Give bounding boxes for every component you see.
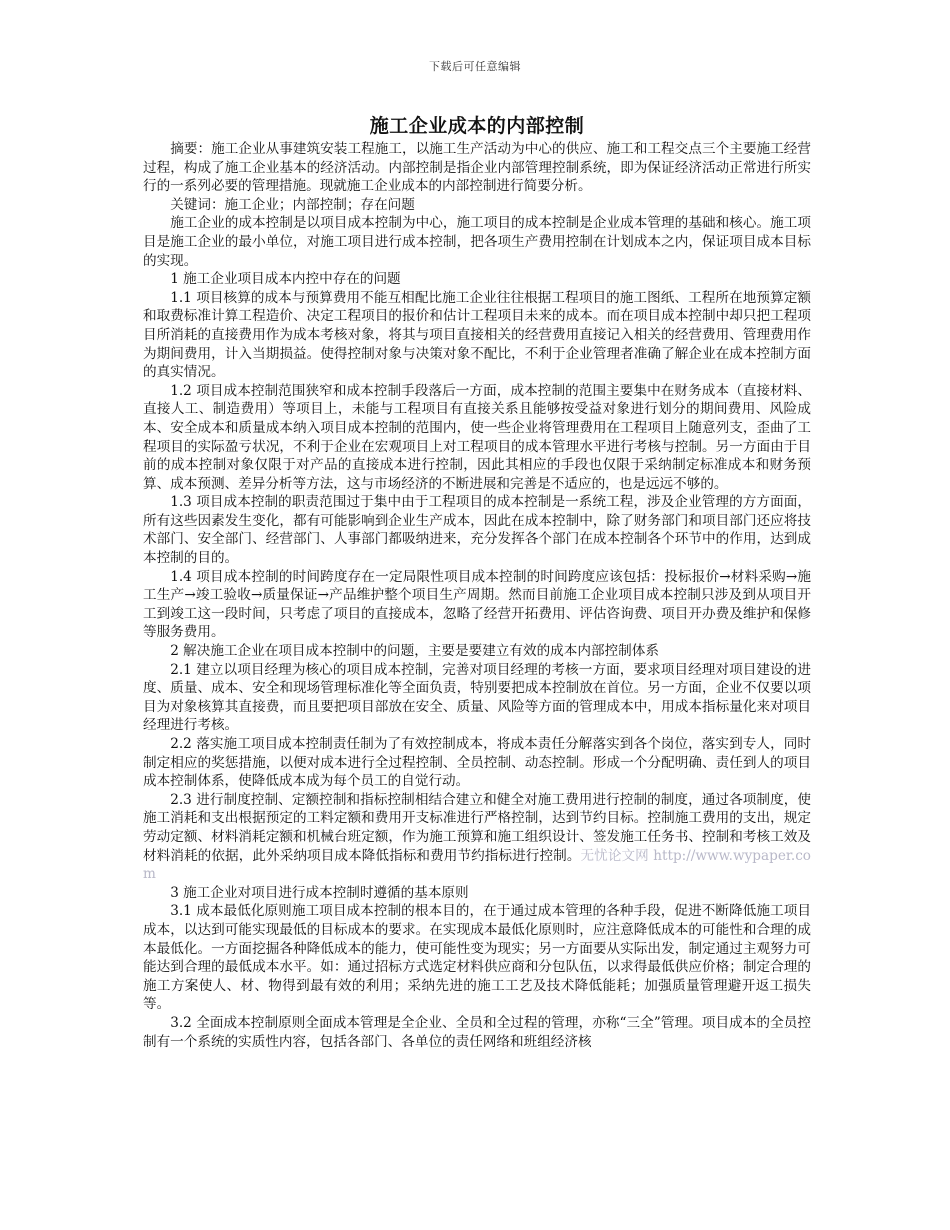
intro-paragraph: 施工企业的成本控制是以项目成本控制为中心，施工项目的成本控制是企业成本管理的基础和核心。施工项目是施工企业的最小单位，对施工项目进行成本控制，把各项生产费用控制在计划成本之内，保证项目成本目标的实现。: [143, 215, 811, 269]
watermark-link[interactable]: 无忧论文网 http://www.wypaper.com: [143, 847, 811, 883]
document-title: 施工企业成本的内部控制: [369, 115, 585, 137]
paragraph-3-2: 3.2 全面成本控制原则全面成本管理是全企业、全员和全过程的管理，亦称“三全”管理。项目成本的全员控制有一个系统的实质性内容，包括各部门、各单位的责任网络和班组经济核: [143, 1014, 811, 1050]
paragraph-1-1: 1.1 项目核算的成本与预算费用不能互相配比施工企业往往根据工程项目的施工图纸、工程所在地预算定额和取费标准计算工程造价、决定工程项目的报价和估计工程项目未来的成本。而在项目成本控制中却只把工程项目所消耗的直接费用作为成本考核对象，将其与项目直接相关的经营费用直接记入相关的经营费用、管理费用作为期间费用，计入当期损益。使得控制对象与决策对象不配比，不利于企业管理者准确了解企业在成本控制方面的真实情况。: [143, 289, 811, 381]
section-heading-3: 3 施工企业对项目进行成本控制时遵循的基本原则: [170, 884, 469, 901]
document-body: [143, 114, 811, 1051]
paragraph-2-1: 2.1 建立以项目经理为核心的项目成本控制，完善对项目经理的考核一方面，要求项目经理对项目建设的进度、质量、成本、安全和现场管理标准化等全面负责，特别要把成本控制放在首位。另一方面，企业不仅要以项目为对象核算其直接费，而且要把项目部放在安全、质量、风险等方面的管理成本中，用成本指标量化来对项目经理进行考核。: [143, 661, 811, 734]
paragraph-2-3-text: 2.3 进行制度控制、定额控制和指标控制相结合建立和健全对施工费用进行控制的制度，通过各项制度，使施工消耗和支出根据预定的工料定额和费用开支标准进行严格控制，达到节约目标。控制施工费用的支出，规定劳动定额、材料消耗定额和机械台班定额，作为施工预算和施工组织设计、签发施工任务书、控制和考核工效及材料消耗的依据，此外采纳项目成本降低指标和费用节约指标进行控制。: [143, 791, 811, 864]
section-heading-2: 2 解决施工企业在项目成本控制中的问题，主要是要建立有效的成本内部控制体系: [170, 643, 659, 660]
paragraph-1-2: 1.2 项目成本控制范围狭窄和成本控制手段落后一方面，成本控制的范围主要集中在财务成本（直接材料、直接人工、制造费用）等项目上，未能与工程项目有直接关系且能够按受益对象进行划分的期间费用、风险成本、安全成本和质量成本纳入项目成本控制的范围内，使一些企业将管理费用在工程项目上随意列支，歪曲了工程项目的实际盈亏状况，不利于企业在宏观项目上对工程项目的成本管理水平进行考核与控制。另一方面由于目前的成本控制对象仅限于对产品的直接成本进行控制，因此其相应的手段也仅限于采纳制定标准成本和财务预算、成本预测、差异分析等方法，这与市场经济的不断进展和完善是不适应的，也是远远不够的。: [143, 382, 811, 492]
paragraph-1-4: 1.4 项目成本控制的时间跨度存在一定局限性项目成本控制的时间跨度应该包括：投标报价→材料采购→施工生产→竣工验收→质量保证→产品维护整个项目生产周期。然而目前施工企业项目成本控制只涉及到从项目开工到竣工这一段时间，只考虑了项目的直接成本，忽略了经营开拓费用、评估咨询费、项目开办费及维护和保修等服务费用。: [143, 568, 811, 641]
keywords-paragraph: 关键词：施工企业；内部控制；存在问题: [170, 196, 415, 213]
paragraph-3-1: 3.1 成本最低化原则施工项目成本控制的根本目的，在于通过成本管理的各种手段，促进不断降低施工项目成本，以达到可能实现最低的目标成本的要求。在实现成本最低化原则时，应注意降低成本的可能性和合理的成本最低化。一方面挖掘各种降低成本的能力，使可能性变为现实；另一方面要从实际出发，制定通过主观努力可能达到合理的最低成本水平。如：通过招标方式选定材料供应商和分包队伍，以求得最低供应价格；制定合理的施工方案使人、材、物得到最有效的利用；采纳先进的施工工艺及技术降低能耗；加强质量管理避开返工损失等。: [143, 903, 811, 1013]
paragraph-2-3: [143, 791, 811, 884]
section-heading-1: 1 施工企业项目成本内控中存在的问题: [170, 271, 401, 288]
paragraph-2-2: 2.2 落实施工项目成本控制责任制为了有效控制成本，将成本责任分解落实到各个岗位，落实到专人，同时制定相应的奖惩措施，以便对成本进行全过程控制、全员控制、动态控制。形成一个分配明确、责任到人的项目成本控制体系，使降低成本成为每个员工的自觉行动。: [143, 736, 811, 790]
abstract-paragraph: 摘要：施工企业从事建筑安装工程施工，以施工生产活动为中心的供应、施工和工程交点三个主要施工经营过程，构成了施工企业基本的经济活动。内部控制是指企业内部管理控制系统，即为保证经济活动正常进行所实行的一系列必要的管理措施。现就施工企业成本的内部控制进行简要分析。: [143, 141, 811, 195]
page-header: 下载后可任意编辑: [429, 60, 521, 73]
paragraph-1-3: 1.3 项目成本控制的职责范围过于集中由于工程项目的成本控制是一系统工程，涉及企业管理的方方面面，所有这些因素发生变化，都有可能影响到企业生产成本，因此在成本控制中，除了财务部门和项目部门还应将技术部门、安全部门、经营部门、人事部门都吸纳进来，充分发挥各个部门在成本控制各个环节中的作用，达到成本控制的目的。: [143, 494, 811, 567]
